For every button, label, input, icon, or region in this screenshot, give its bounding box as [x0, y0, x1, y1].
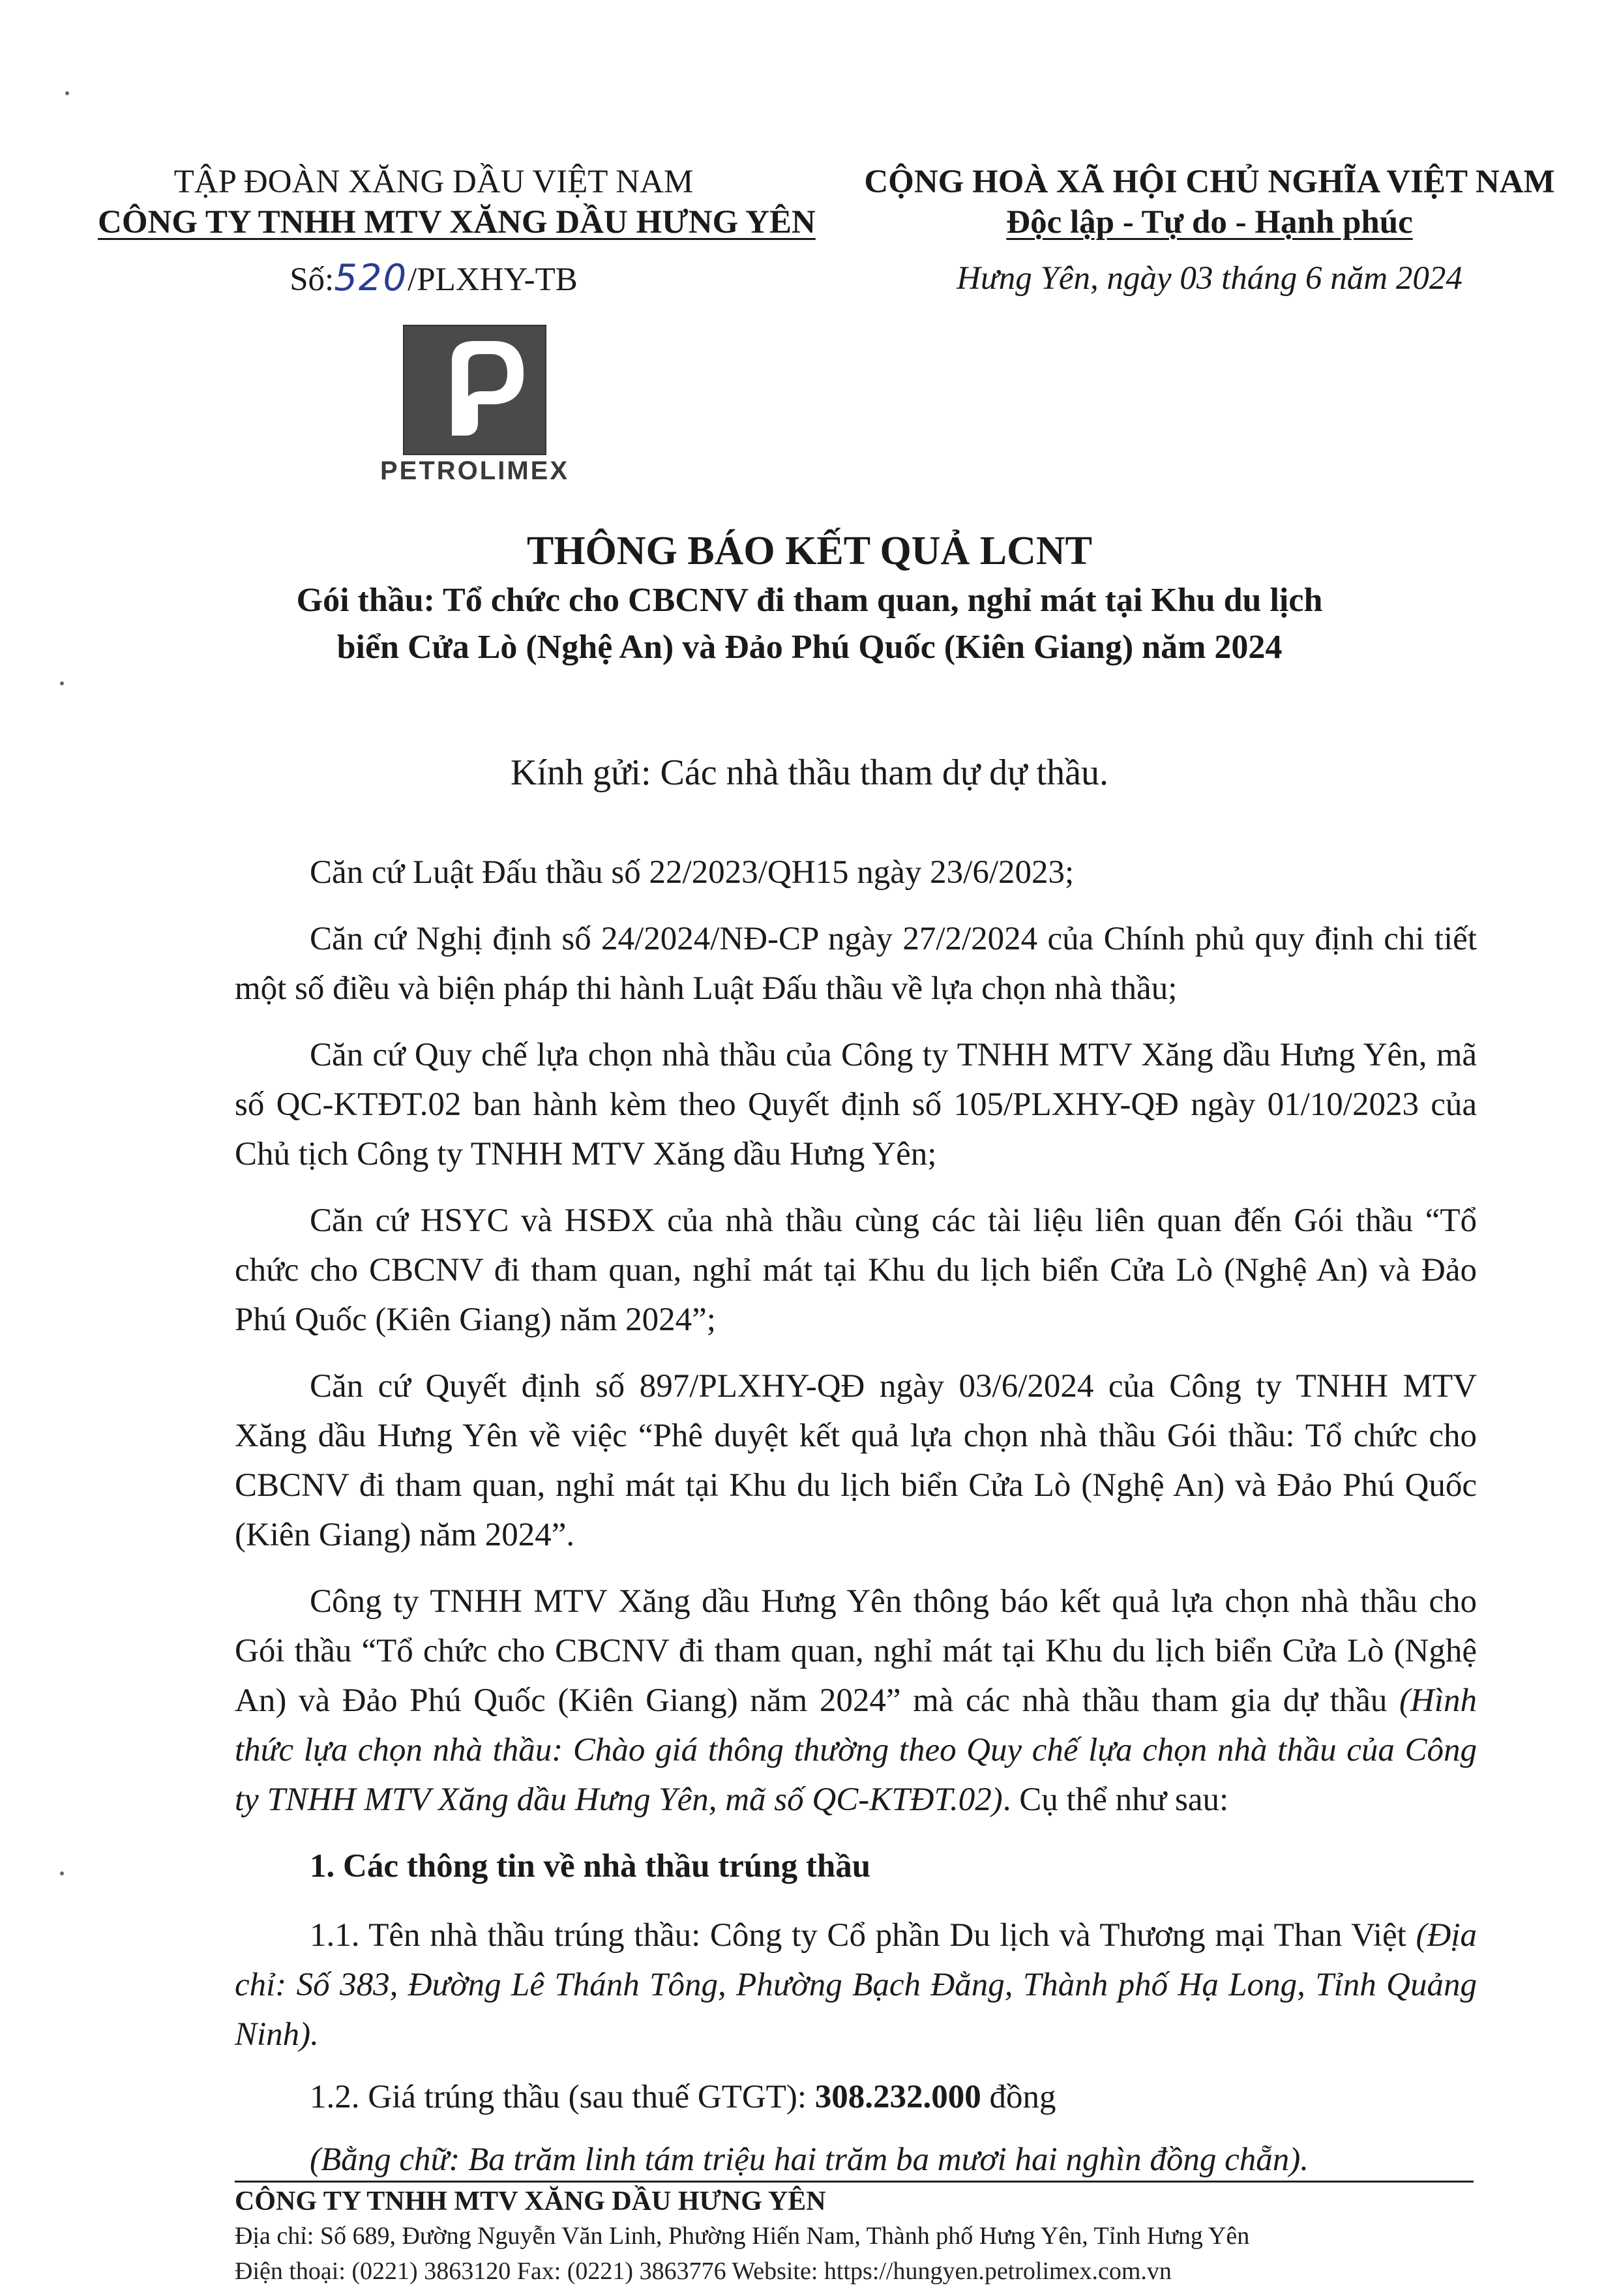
- notice-title: THÔNG BÁO KẾT QUẢ LCNT: [526, 529, 1092, 573]
- country-name: CỘNG HOÀ XÃ HỘI CHỦ NGHĨA VIỆT NAM: [864, 164, 1555, 200]
- legal-basis-4: Căn cứ HSYC và HSĐX của nhà thầu cùng các tài liệu liên quan đến Gói thầu “Tổ chức cho CBCNV đi tham quan, nghỉ mát tại Khu du lịch biển Cửa Lò (Nghệ An) và Đảo Phú Quốc (Kiên Giang) năm 2024”;: [235, 1202, 1477, 1338]
- place-and-date: Hưng Yên, ngày 03 tháng 6 năm 2024: [957, 260, 1463, 297]
- legal-basis-3: Căn cứ Quy chế lựa chọn nhà thầu của Công ty TNHH MTV Xăng dầu Hưng Yên, mã số QC-KTĐT.02 ban hành kèm theo Quyết định số 105/PLXHY-QĐ ngày 01/10/2023 của Chủ tịch Công ty TNHH MTV Xăng dầu Hưng Yên;: [235, 1037, 1477, 1172]
- footer: [235, 2184, 1477, 2289]
- legal-basis-2: Căn cứ Nghị định số 24/2024/NĐ-CP ngày 27/2/2024 của Chính phủ quy định chi tiết một số điều và biện pháp thi hành Luật Đấu thầu về lựa chọn nhà thầu;: [235, 921, 1477, 1007]
- parent-organization: TẬP ĐOÀN XĂNG DẦU VIỆT NAM: [173, 164, 694, 200]
- winning-price: 1.2. Giá trúng thầu (sau thuế GTGT): 308.232.000 đồng: [310, 2079, 1056, 2115]
- legal-basis-5: Căn cứ Quyết định số 897/PLXHY-QĐ ngày 03/6/2024 của Công ty TNHH MTV Xăng dầu Hưng Yên về việc “Phê duyệt kết quả lựa chọn nhà thầu Gói thầu: Tổ chức cho CBCNV đi tham quan, nghỉ mát tại Khu du lịch biển Cửa Lò (Nghệ An) và Đảo Phú Quốc (Kiên Giang) năm 2024”.: [235, 1368, 1477, 1553]
- winning-bidder: 1.1. Tên nhà thầu trúng thầu: Công ty Cổ phần Du lịch và Thương mại Than Việt (Địa chỉ: Số 383, Đường Lê Thánh Tông, Phường Bạch Đằng, Thành phố Hạ Long, Tỉnh Quảng Ninh).: [235, 1917, 1477, 2053]
- national-heading: [848, 162, 1571, 299]
- notice-title-block: [130, 525, 1489, 671]
- issuer-block: [98, 162, 816, 300]
- scan-speck: [60, 1871, 64, 1875]
- scan-speck: [60, 681, 64, 685]
- package-title-line-2: biển Cửa Lò (Nghệ An) và Đảo Phú Quốc (Kiên Giang) năm 2024: [336, 629, 1283, 666]
- announcement-paragraph: Công ty TNHH MTV Xăng dầu Hưng Yên thông báo kết quả lựa chọn nhà thầu cho Gói thầu “Tổ chức cho CBCNV đi tham quan, nghỉ mát tại Khu du lịch biển Cửa Lò (Nghệ An) và Đảo Phú Quốc (Kiên Giang) năm 2024” mà các nhà thầu tham gia dự thầu (Hình thức lựa chọn nhà thầu: Chào giá thông thường theo Quy chế lựa chọn nhà thầu của Công ty TNHH MTV Xăng dầu Hưng Yên, mã số QC-KTĐT.02). Cụ thể như sau:: [235, 1583, 1477, 1818]
- company-name: CÔNG TY TNHH MTV XĂNG DẦU HƯNG YÊN: [98, 204, 816, 241]
- price-in-words: (Bằng chữ: Ba trăm linh tám triệu hai trăm ba mươi hai nghìn đồng chẵn).: [310, 2141, 1309, 2178]
- salutation: Kính gửi: Các nhà thầu tham dự dự thầu.: [511, 753, 1108, 793]
- footer-address: Địa chỉ: Số 689, Đường Nguyễn Văn Linh, Phường Hiến Nam, Thành phố Hưng Yên, Tỉnh Hưng Yên: [235, 2222, 1250, 2250]
- package-title-line-1: Gói thầu: Tổ chức cho CBCNV đi tham quan, nghỉ mát tại Khu du lịch: [296, 582, 1323, 619]
- section-heading-winner-info: 1. Các thông tin về nhà thầu trúng thầu: [310, 1848, 871, 1885]
- footer-divider: [235, 2181, 1474, 2183]
- document-number: Số:520/PLXHY-TB: [290, 257, 578, 299]
- footer-contact: Điện thoại: (0221) 3863120 Fax: (0221) 3863776 Website: https://hungyen.petrolimex.com.vn: [235, 2258, 1172, 2285]
- petrolimex-logo-icon: [403, 325, 546, 455]
- national-motto: Độc lập - Tự do - Hạnh phúc: [1006, 204, 1413, 241]
- legal-basis-1: Căn cứ Luật Đấu thầu số 22/2023/QH15 ngày 23/6/2023;: [310, 854, 1075, 891]
- logo-wordmark: PETROLIMEX: [379, 456, 570, 485]
- scan-speck: [65, 91, 69, 95]
- footer-company: CÔNG TY TNHH MTV XĂNG DẦU HƯNG YÊN: [235, 2186, 826, 2216]
- handwritten-number: 520: [334, 257, 408, 299]
- notice-body: [235, 848, 1477, 2198]
